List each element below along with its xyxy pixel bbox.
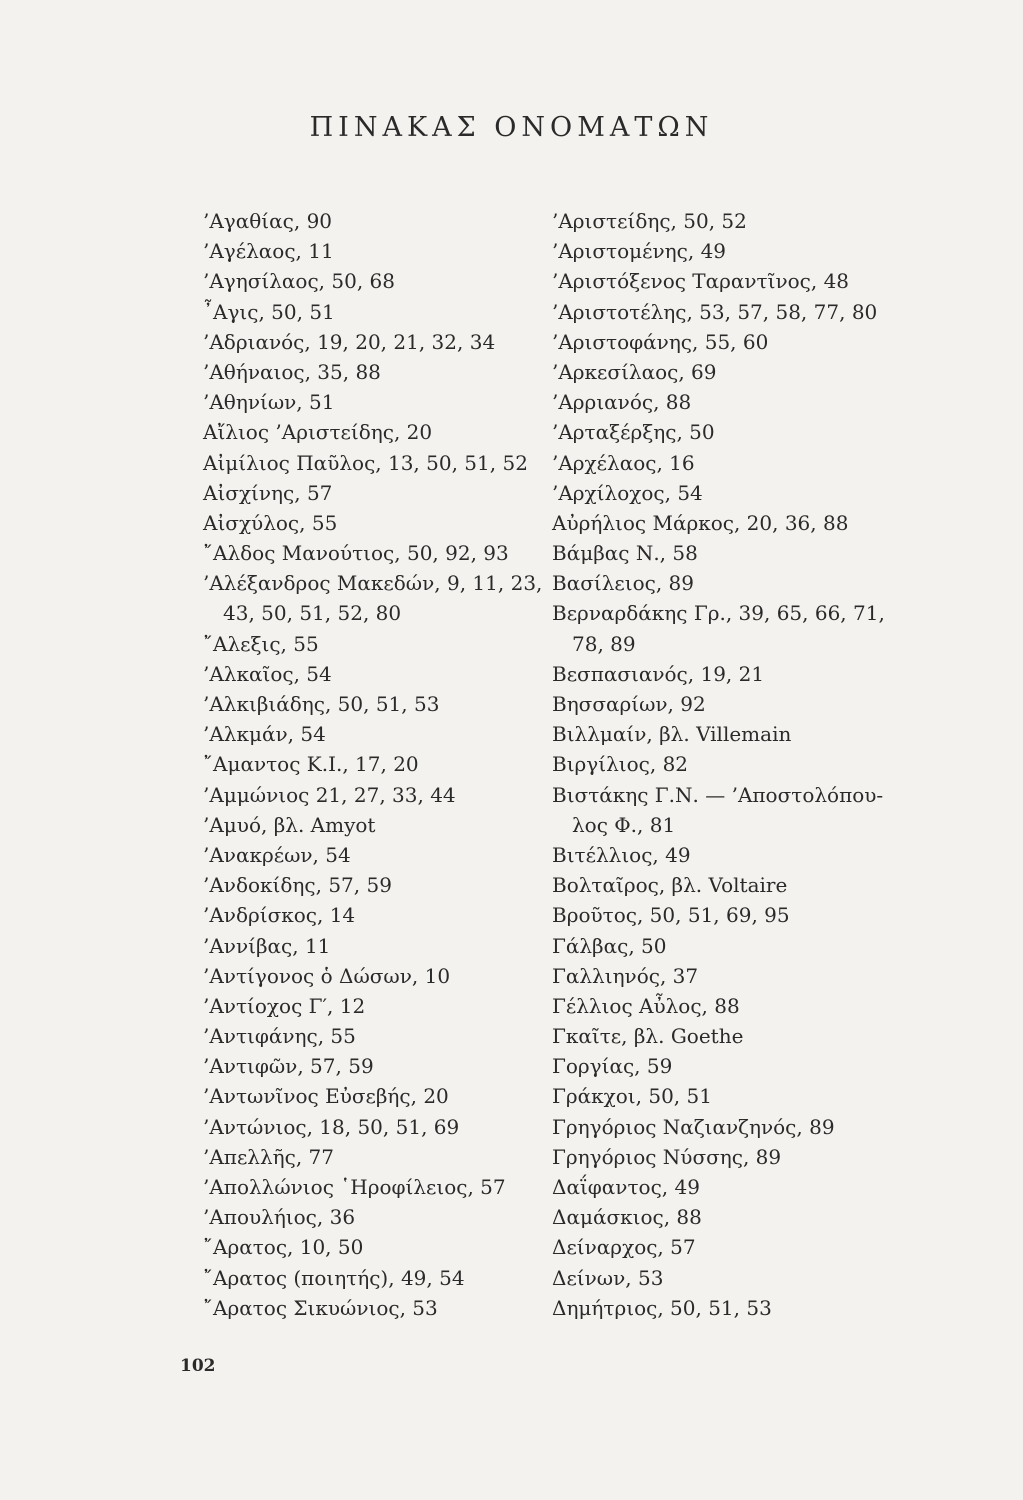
index-entry: ’Αθήναιος, 35, 88 [203, 359, 381, 384]
index-entry: ’Αρκεσίλαος, 69 [552, 359, 717, 384]
index-entry: ῎Αρατος Σικυώνιος, 53 [203, 1295, 438, 1320]
index-entry: Βεσπασιανός, 19, 21 [552, 661, 765, 686]
index-entry: Αἰσχίνης, 57 [203, 480, 333, 505]
index-entry: ’Αντίοχος Γ′, 12 [203, 993, 366, 1018]
index-entry: Βιτέλλιος, 49 [552, 842, 691, 867]
index-entry: Βιργίλιος, 82 [552, 752, 689, 777]
index-entry: ’Ανδοκίδης, 57, 59 [203, 873, 392, 898]
index-column-right [552, 206, 922, 1323]
index-entry: Δαΐφαντος, 49 [552, 1175, 700, 1199]
index-entry: ’Απολλώνιος ῾Ηροφίλειος, 57 [203, 1175, 506, 1199]
index-entry: 78, 89 [572, 631, 636, 656]
index-entry: ’Αντίγονος ὁ Δώσων, 10 [203, 963, 451, 988]
index-entry: Γέλλιος Αὖλος, 88 [552, 993, 740, 1018]
index-entry: ’Αλέξανδρος Μακεδών, 9, 11, 23, [203, 571, 543, 596]
index-entry: Αἰμίλιος Παῦλος, 13, 50, 51, 52 [203, 450, 528, 475]
index-entry: ’Αρριανός, 88 [552, 390, 692, 415]
index-entry: ’Αλκιβιάδης, 50, 51, 53 [203, 692, 440, 716]
index-entry: ’Αλκμάν, 54 [203, 722, 326, 747]
index-entry: ’Αθηνίων, 51 [203, 390, 335, 415]
index-entry: Βιστάκης Γ.Ν. — ’Αποστολόπου- [552, 782, 884, 807]
index-entry: Βροῦτος, 50, 51, 69, 95 [552, 903, 790, 928]
index-entry: Βάμβας Ν., 58 [552, 541, 698, 566]
index-entry: ’Αριστόξενος Ταραντῖνος, 48 [552, 269, 850, 294]
index-entry: ’Ανακρέων, 54 [203, 842, 351, 867]
index-entry: λος Φ., 81 [572, 812, 676, 837]
index-entry: Γαλλιηνός, 37 [552, 963, 699, 988]
index-entry: ’Αδριανός, 19, 20, 21, 32, 34 [203, 329, 496, 354]
index-entry: ’Αγησίλαος, 50, 68 [203, 269, 395, 294]
index-entry: ῎Αλεξις, 55 [203, 631, 319, 656]
index-entry: Δείναρχος, 57 [552, 1235, 696, 1260]
index-entry: Βησσαρίων, 92 [552, 692, 706, 716]
index-entry: ’Απουλήιος, 36 [203, 1205, 356, 1230]
index-entry: Αὐρήλιος Μάρκος, 20, 36, 88 [552, 510, 849, 535]
index-entry: ’Αγαθίας, 90 [203, 209, 333, 233]
index-entry: Δείνων, 53 [552, 1265, 664, 1290]
index-entry: ’Αριστοφάνης, 55, 60 [552, 329, 769, 354]
index-entry: ’Αρχίλοχος, 54 [552, 480, 703, 505]
index-entry: 43, 50, 51, 52, 80 [223, 601, 402, 626]
index-entry: Αἴλιος ’Αριστείδης, 20 [203, 420, 433, 445]
index-entry: ῎Αρατος (ποιητής), 49, 54 [203, 1265, 465, 1290]
index-entry: ’Αννίβας, 11 [203, 933, 331, 958]
index-entry: ’Αντιφῶν, 57, 59 [203, 1054, 374, 1079]
index-entry: ’Αντώνιος, 18, 50, 51, 69 [203, 1114, 460, 1139]
index-entry: Γοργίας, 59 [552, 1054, 673, 1079]
index-entry: Γρηγόριος Νύσσης, 89 [552, 1144, 782, 1169]
index-entry: ’Αριστοτέλης, 53, 57, 58, 77, 80 [552, 299, 878, 324]
index-entry: ’Αλκαῖος, 54 [203, 661, 332, 686]
index-entry: Βολταῖρος, βλ. Voltaire [552, 873, 788, 898]
index-entry: ’Ανδρίσκος, 14 [203, 903, 356, 928]
index-entry: Βερναρδάκης Γρ., 39, 65, 66, 71, [552, 601, 885, 626]
index-entry: ’Αριστείδης, 50, 52 [552, 209, 747, 233]
index-entry: ῎Αλδος Μανούτιος, 50, 92, 93 [203, 541, 509, 566]
index-entry: ’Αντιφάνης, 55 [203, 1024, 356, 1049]
index-entry: Δημήτριος, 50, 51, 53 [552, 1295, 772, 1320]
index-entry: ’Αμμώνιος 21, 27, 33, 44 [203, 782, 456, 807]
index-entry: ’Αντωνῖνος Εὐσεβής, 20 [203, 1084, 449, 1109]
index-entry: Αἰσχύλος, 55 [203, 510, 338, 535]
index-entry: Γρηγόριος Ναζιανζηνός, 89 [552, 1114, 835, 1139]
index-entry: ῎Αρατος, 10, 50 [203, 1235, 364, 1260]
index-entry: ’Αριστομένης, 49 [552, 239, 727, 264]
index-entry: ῏Αγις, 50, 51 [203, 299, 335, 324]
index-entry: Βασίλειος, 89 [552, 571, 694, 596]
index-entry: ’Αρχέλαος, 16 [552, 450, 695, 475]
index-column-left [203, 206, 543, 1323]
index-entry: Γράκχοι, 50, 51 [552, 1084, 712, 1109]
index-entry: ’Αμυό, βλ. Amyot [203, 812, 376, 837]
index-entry: Γάλβας, 50 [552, 933, 667, 958]
index-entry: Βιλλμαίν, βλ. Villemain [552, 722, 792, 747]
index-entry: ῎Αμαντος Κ.Ι., 17, 20 [203, 752, 419, 777]
index-entry: Γκαῖτε, βλ. Goethe [552, 1024, 744, 1049]
index-entry: ’Αρταξέρξης, 50 [552, 420, 715, 445]
page-number: 102 [180, 1356, 216, 1376]
index-entry: ’Απελλῆς, 77 [203, 1144, 335, 1169]
page-title: ΠΙΝΑΚΑΣ ΟΝΟΜΑΤΩΝ [309, 112, 714, 143]
index-entry: ’Αγέλαος, 11 [203, 239, 334, 264]
index-entry: Δαμάσκιος, 88 [552, 1205, 702, 1230]
